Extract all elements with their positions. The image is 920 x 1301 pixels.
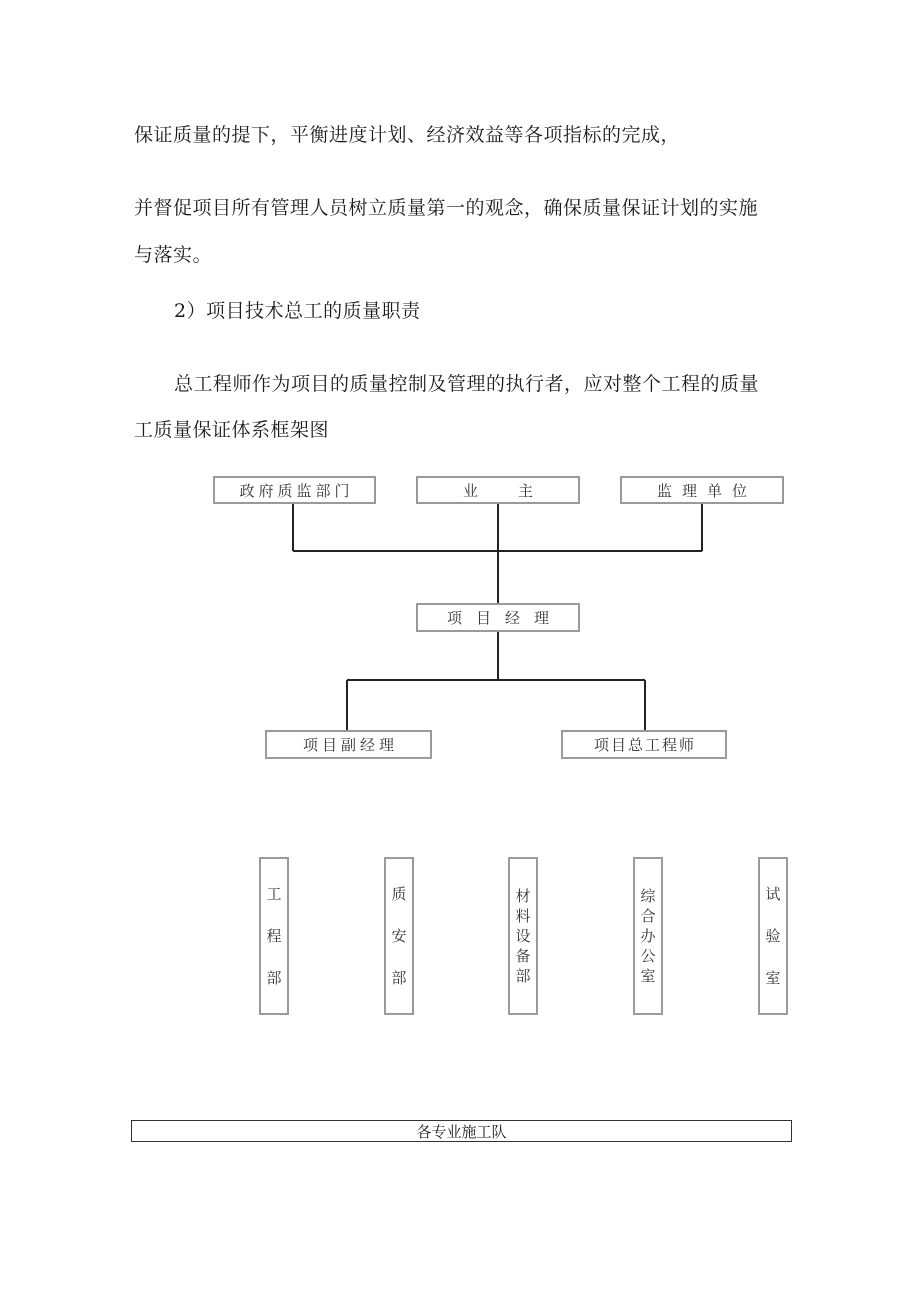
section-heading: 2）项目技术总工的质量职责 <box>174 300 421 322</box>
chief-engineer-label: 项目总工程师 <box>593 736 696 754</box>
gov-quality-dept-box <box>213 476 376 504</box>
construction-teams-box <box>131 1120 792 1142</box>
dept-char: 室 <box>640 967 656 985</box>
text-line-1: 保证质量的提下，平衡进度计划、经济效益等各项指标的完成， <box>134 124 681 146</box>
dept-char: 部 <box>391 969 407 987</box>
text-line-4: 总工程师作为项目的质量控制及管理的执行者，应对整个工程的质量 <box>174 373 760 395</box>
dept-char: 部 <box>515 967 531 985</box>
dept-char: 试 <box>765 885 781 903</box>
text-line-2: 并督促项目所有管理人员树立质量第一的观念，确保质量保证计划的实施 <box>134 197 759 219</box>
department-laboratory <box>758 857 788 1015</box>
dept-char: 部 <box>266 969 282 987</box>
dept-char: 验 <box>765 927 781 945</box>
dept-char: 室 <box>765 969 781 987</box>
chart-caption: 工质量保证体系框架图 <box>134 419 330 441</box>
dept-char: 办 <box>640 927 656 945</box>
deputy-manager-box <box>265 730 432 759</box>
dept-char: 材 <box>515 887 531 905</box>
deputy-manager-label: 项目副经理 <box>302 736 398 754</box>
text-line-3: 与落实。 <box>134 244 213 266</box>
construction-teams-label: 各专业施工队 <box>416 1122 507 1141</box>
project-manager-label: 项目经理 <box>446 609 563 627</box>
dept-char: 设 <box>515 927 531 945</box>
dept-char: 合 <box>640 907 656 925</box>
dept-char: 料 <box>515 907 531 925</box>
dept-char: 综 <box>640 887 656 905</box>
department-engineering <box>259 857 289 1015</box>
dept-char: 质 <box>391 885 407 903</box>
dept-char: 程 <box>266 927 282 945</box>
owner-box <box>416 476 580 504</box>
project-manager-box <box>416 603 580 632</box>
supervisor-box <box>620 476 784 504</box>
dept-char: 备 <box>515 947 531 965</box>
dept-char: 公 <box>640 947 656 965</box>
chief-engineer-box <box>561 730 727 759</box>
department-general-office <box>633 857 663 1015</box>
dept-char: 工 <box>266 885 282 903</box>
gov-quality-dept-label: 政府质监部门 <box>239 481 354 500</box>
department-quality-safety <box>384 857 414 1015</box>
dept-char: 安 <box>391 927 407 945</box>
supervisor-label: 监理单位 <box>656 481 757 500</box>
department-materials-equipment <box>508 857 538 1015</box>
owner-label: 业主 <box>462 481 573 500</box>
